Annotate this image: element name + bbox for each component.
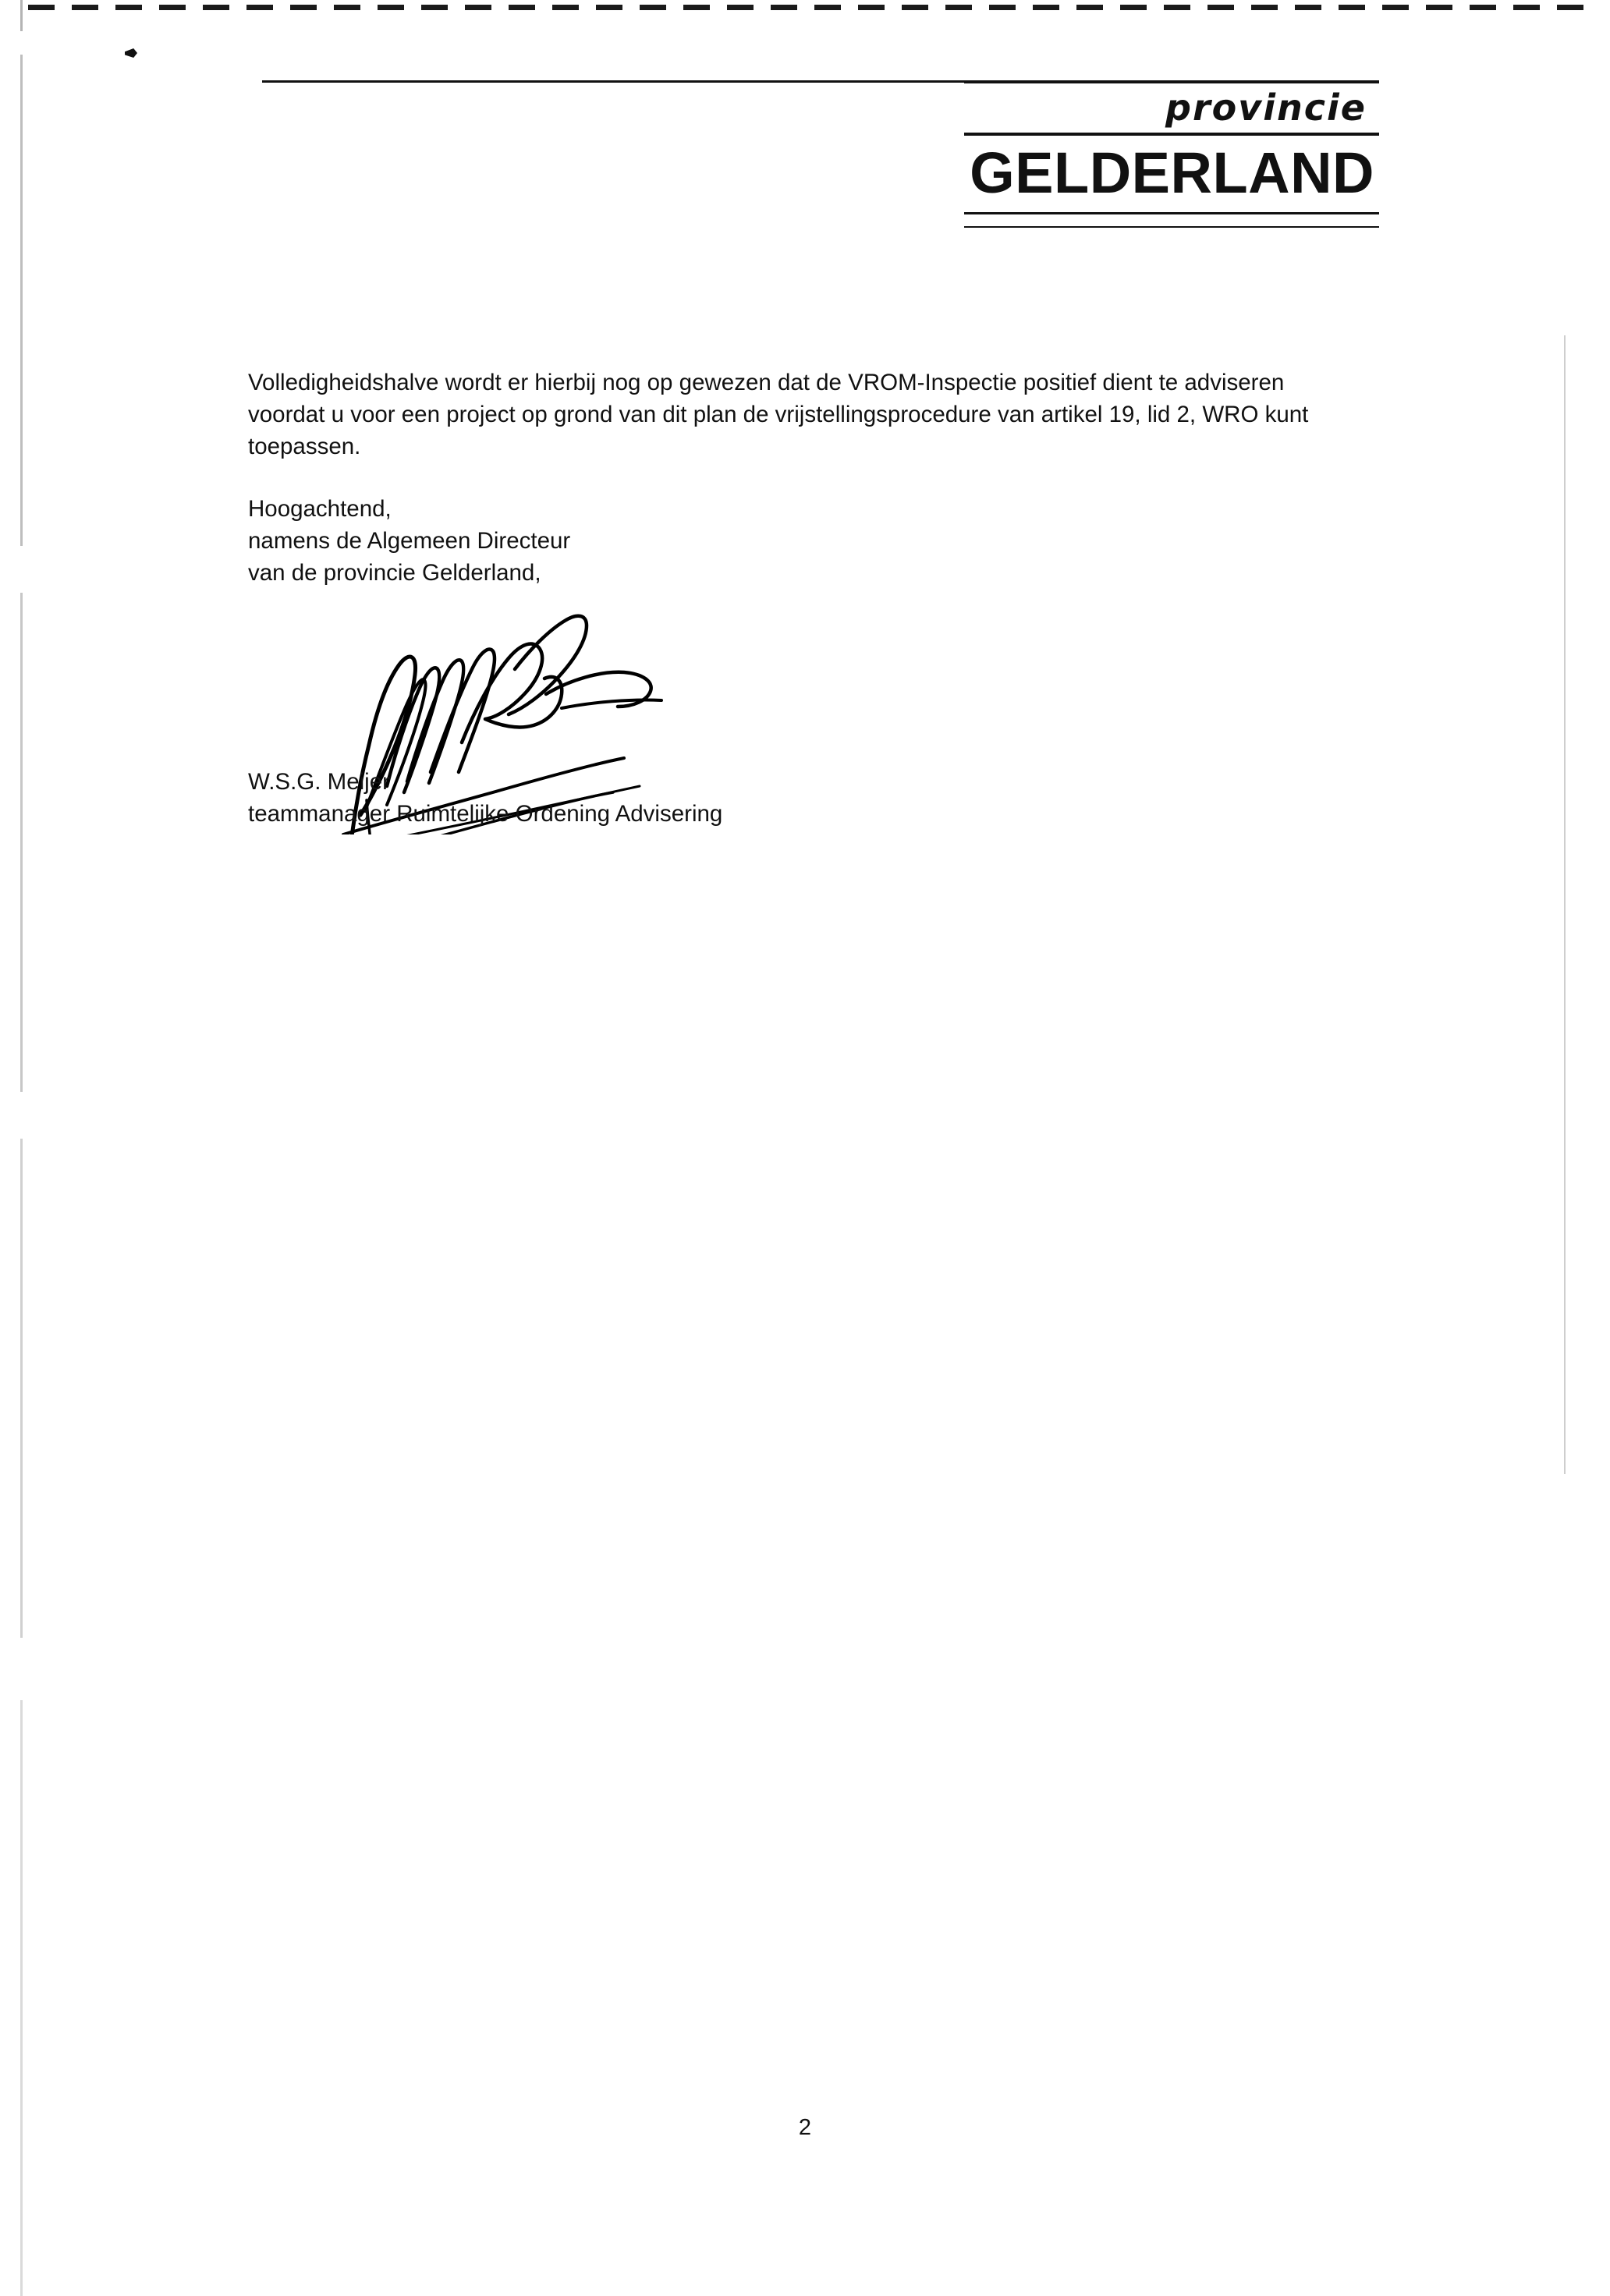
signer-block (248, 766, 1106, 830)
letterhead-rule-logo-bottom-1 (964, 212, 1379, 214)
scan-artifact-left-edge (20, 0, 23, 2296)
scan-artifact-right-edge (1564, 335, 1566, 1474)
closing-line-3: van de provincie Gelderland, (248, 560, 541, 586)
body-paragraph: Volledigheidshalve wordt er hierbij nog op gewezen dat de VROM-Inspectie positief dient te adviseren voordat u voor een project op grond van dit plan de vrijstellingsprocedure van artikel 19, lid 2, WRO kunt toepassen. (248, 370, 1315, 459)
letterhead-rule-logo-bottom-2 (964, 226, 1379, 228)
letterhead (0, 0, 1610, 257)
letter-closing (248, 493, 1028, 589)
signer-name: W.S.G. Meijer (248, 769, 390, 795)
logo-provincie-text: provincie (1165, 87, 1367, 129)
letterhead-rule-logo-mid (964, 133, 1379, 136)
letterhead-rule-logo-top (964, 80, 1379, 83)
page-number: 2 (798, 2115, 812, 2140)
letter-body (248, 367, 1364, 495)
closing-line-2: namens de Algemeen Directeur (248, 528, 571, 554)
signer-title: teammanager Ruimtelijke Ordening Advisering (248, 801, 723, 827)
closing-line-1: Hoogachtend, (248, 496, 392, 522)
logo-gelderland-text: GELDERLAND (970, 140, 1374, 205)
